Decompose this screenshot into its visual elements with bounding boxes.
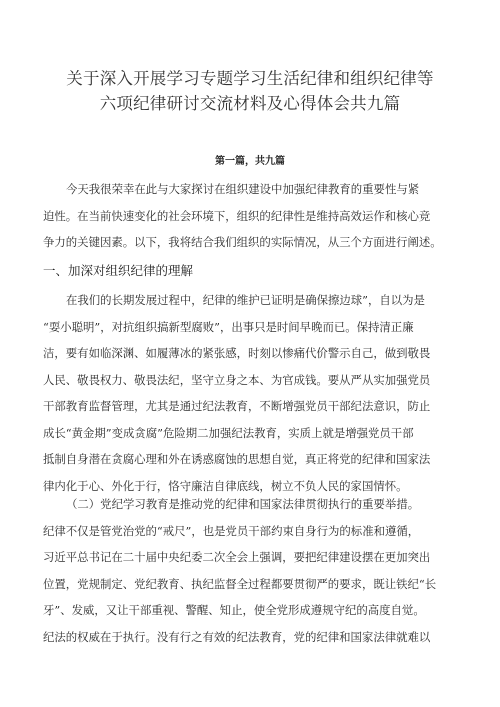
document-subtitle: 第一篇，共九篇 <box>215 156 285 167</box>
body-line: （二）党纪学习教育是推动党的纪律和国家法律贯彻执行的重要举措。 <box>66 497 420 511</box>
body-line: 律内化于心、外化于行，恪守廉洁自律底线，树立不负人民的家国情怀。 <box>43 478 408 493</box>
body-line: 干部教育监督管理，尤其是通过纪法教育，不断增强党员干部纪法意识，防止 <box>43 399 431 413</box>
intro-line: 争力的关键因素。以下，我将结合我们组织的实际情况，从三个方面进行阐述。 <box>43 235 442 249</box>
body-line: “耍小聪明”，对抗组织搞新型腐败”，出事只是时间早晚而已。保持清正廉 <box>43 319 414 334</box>
body-line: 牙”、发威，又让干部重视、警醒、知止，使全党形成遵规守纪的高度自觉。 <box>43 603 425 617</box>
body-line: 在我们的长期发展过程中，纪律的维护已证明是确保擦边球”，自以为是 <box>66 293 425 307</box>
body-line: 洁，要有如临深渊、如履薄冰的紧张感，时刻以惨痛代价警示自己，做到敬畏 <box>43 346 431 360</box>
title-line-2: 六项纪律研讨交流材料及心得体会共九篇 <box>99 94 401 113</box>
body-line: 习近平总书记在二十届中央纪委二次全会上强调，要把纪律建设摆在更加突出 <box>43 550 431 564</box>
section1-paragraph <box>43 287 473 499</box>
intro-line: 迫性。在当前快速变化的社会环境下，组织的纪律性是维持高效运作和核心竞 <box>43 208 431 223</box>
section-heading: 一、加深对组织纪律的理解 <box>43 263 194 278</box>
body-line: 成长“黄金期”变成贪腐”危险期二加强纪法教育，实质上就是增强党员干部 <box>43 425 414 440</box>
document-title <box>30 66 470 116</box>
body-line: 人民、敬畏权力、敬畏法纪，坚守立身之本、为官成钱。要从严从实加强党员 <box>43 372 431 387</box>
section2-paragraph <box>43 491 473 650</box>
title-line-1: 关于深入开展学习专题学习生活纪律和组织纪律等 <box>66 69 434 88</box>
body-line: 抵制自身潜在贪腐心理和外在诱惑腐蚀的思想自觉，真正将党的纪律和国家法 <box>43 452 431 466</box>
body-line: 纪法的权威在于执行。没有行之有效的纪法教育，党的纪律和国家法律就难以 <box>43 629 431 644</box>
intro-line: 今天我很荣幸在此与大家探讨在组织建设中加强纪律教育的重要性与紧 <box>66 182 420 196</box>
intro-paragraph <box>43 176 473 256</box>
body-line: 纪律不仅是管党治党的“戒尺”，也是党员干部约束自身行为的标准和遵循， <box>43 523 420 538</box>
body-line: 位置，党规制定、党纪教育、执纪监督全过程都要贯彻严的要求，既让铁纪“长 <box>43 576 437 591</box>
